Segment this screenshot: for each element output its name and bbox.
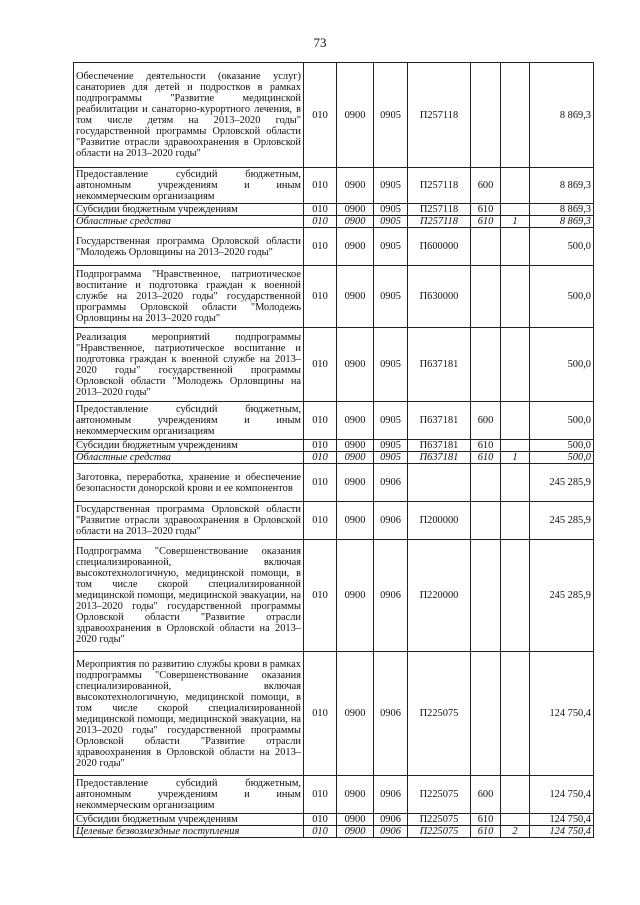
table-row [74, 204, 594, 216]
table-row [74, 826, 594, 838]
admin-code: 010 [304, 540, 337, 652]
subsection-code: 0905 [374, 440, 408, 452]
subsection-code: 0906 [374, 826, 408, 838]
admin-code: 010 [304, 502, 337, 540]
table-row [74, 266, 594, 328]
target-article-code: П220000 [408, 540, 471, 652]
expense-type-code: 610 [471, 204, 501, 216]
table-row [74, 452, 594, 464]
section-code: 0900 [337, 464, 374, 502]
table-row [74, 328, 594, 402]
section-code: 0900 [337, 652, 374, 776]
row-name: Государственная программа Орловской области "Развитие отрасли здравоохранения в Орловской области на 2013–2020 годы" [74, 502, 304, 540]
subsection-code: 0905 [374, 63, 408, 168]
expense-type-code [471, 228, 501, 266]
target-article-code: П630000 [408, 266, 471, 328]
expense-type-code [471, 464, 501, 502]
table-row [74, 168, 594, 204]
amount: 8 869,3 [530, 168, 594, 204]
admin-code: 010 [304, 464, 337, 502]
admin-code: 010 [304, 652, 337, 776]
target-article-code: П225075 [408, 776, 471, 814]
expense-type-code: 610 [471, 216, 501, 228]
amount: 124 750,4 [530, 814, 594, 826]
amount: 500,0 [530, 452, 594, 464]
row-name: Предоставление субсидий бюджетным, автономным учреждениям и иным некоммерческим организациям [74, 168, 304, 204]
row-name: Мероприятия по развитию службы крови в рамках подпрограммы "Совершенствование оказания специализированной, включая высокотехнологичную, медицинской помощи, в том числе скорой специализированной медицинской помощи, медицинской эвакуации, на 2013–2020 годы" государственной программы Орловской области "Развитие отрасли здравоохранения в Орловской области на 2013–2020 годы" [74, 652, 304, 776]
subsection-code: 0905 [374, 266, 408, 328]
subsection-code: 0906 [374, 776, 408, 814]
page-number: 73 [313, 35, 327, 50]
amount: 124 750,4 [530, 776, 594, 814]
subsection-code: 0906 [374, 652, 408, 776]
source-code [501, 168, 530, 204]
admin-code: 010 [304, 402, 337, 440]
expense-type-code [471, 502, 501, 540]
subsection-code: 0905 [374, 216, 408, 228]
target-article-code: П257118 [408, 204, 471, 216]
section-code: 0900 [337, 502, 374, 540]
section-code: 0900 [337, 452, 374, 464]
table-row [74, 440, 594, 452]
admin-code: 010 [304, 452, 337, 464]
row-name: Обеспечение деятельности (оказание услуг) санаториев для детей и подростков в рамках подпрограммы "Развитие медицинской реабилитации и санаторно-курортного лечения, в том числе детям на 2013–2020 годы" государственной программы Орловской области "Развитие отрасли здравоохранения в Орловской области на 2013–2020 годы" [74, 63, 304, 168]
expense-type-code: 610 [471, 452, 501, 464]
section-code: 0900 [337, 440, 374, 452]
admin-code: 010 [304, 204, 337, 216]
source-code [501, 440, 530, 452]
subsection-code: 0905 [374, 402, 408, 440]
source-code: 2 [501, 826, 530, 838]
row-name: Субсидии бюджетным учреждениям [74, 440, 304, 452]
section-code: 0900 [337, 328, 374, 402]
amount: 8 869,3 [530, 204, 594, 216]
row-name: Целевые безвозмездные поступления [74, 826, 304, 838]
table-row [74, 814, 594, 826]
source-code [501, 204, 530, 216]
section-code: 0900 [337, 216, 374, 228]
expense-type-code: 600 [471, 168, 501, 204]
source-code [501, 814, 530, 826]
section-code: 0900 [337, 540, 374, 652]
row-name: Субсидии бюджетным учреждениям [74, 814, 304, 826]
admin-code: 010 [304, 328, 337, 402]
expense-type-code: 610 [471, 814, 501, 826]
target-article-code: П225075 [408, 814, 471, 826]
source-code [501, 228, 530, 266]
subsection-code: 0906 [374, 464, 408, 502]
admin-code: 010 [304, 266, 337, 328]
table-row [74, 540, 594, 652]
table-row [74, 216, 594, 228]
subsection-code: 0906 [374, 540, 408, 652]
row-name: Предоставление субсидий бюджетным, автономным учреждениям и иным некоммерческим организациям [74, 402, 304, 440]
section-code: 0900 [337, 266, 374, 328]
admin-code: 010 [304, 168, 337, 204]
amount: 500,0 [530, 228, 594, 266]
target-article-code: П200000 [408, 502, 471, 540]
row-name: Реализация мероприятий подпрограммы "Нравственное, патриотическое воспитание и подготовка граждан к военной службе на 2013–2020 годы" государственной программы Орловской области "Молодежь Орловщины на 2013–2020 годы" [74, 328, 304, 402]
target-article-code: П637181 [408, 452, 471, 464]
amount: 500,0 [530, 402, 594, 440]
expense-type-code: 610 [471, 440, 501, 452]
section-code: 0900 [337, 776, 374, 814]
amount: 245 285,9 [530, 464, 594, 502]
expense-type-code [471, 328, 501, 402]
subsection-code: 0905 [374, 452, 408, 464]
row-name: Заготовка, переработка, хранение и обеспечение безопасности донорской крови и ее компонентов [74, 464, 304, 502]
target-article-code: П637181 [408, 328, 471, 402]
target-article-code: П257118 [408, 168, 471, 204]
target-article-code: П225075 [408, 826, 471, 838]
target-article-code: П637181 [408, 440, 471, 452]
target-article-code: П225075 [408, 652, 471, 776]
section-code: 0900 [337, 204, 374, 216]
admin-code: 010 [304, 440, 337, 452]
section-code: 0900 [337, 826, 374, 838]
amount: 124 750,4 [530, 652, 594, 776]
target-article-code [408, 464, 471, 502]
admin-code: 010 [304, 63, 337, 168]
source-code: 1 [501, 216, 530, 228]
expense-type-code [471, 63, 501, 168]
amount: 500,0 [530, 266, 594, 328]
target-article-code: П257118 [408, 216, 471, 228]
target-article-code: П637181 [408, 402, 471, 440]
section-code: 0900 [337, 814, 374, 826]
row-name: Областные средства [74, 216, 304, 228]
amount: 8 869,3 [530, 216, 594, 228]
budget-table [73, 62, 594, 838]
section-code: 0900 [337, 402, 374, 440]
admin-code: 010 [304, 826, 337, 838]
section-code: 0900 [337, 63, 374, 168]
source-code [501, 652, 530, 776]
table-row [74, 464, 594, 502]
expense-type-code [471, 266, 501, 328]
subsection-code: 0905 [374, 204, 408, 216]
section-code: 0900 [337, 228, 374, 266]
admin-code: 010 [304, 814, 337, 826]
amount: 245 285,9 [530, 540, 594, 652]
table-row [74, 776, 594, 814]
expense-type-code [471, 652, 501, 776]
table-row [74, 652, 594, 776]
row-name: Подпрограмма "Совершенствование оказания специализированной, включая высокотехнологичную, медицинской помощи, в том числе скорой специализированной медицинской помощи, медицинской эвакуации, на 2013–2020 годы" государственной программы Орловской области "Развитие отрасли здравоохранения в Орловской области на 2013–2020 годы" [74, 540, 304, 652]
expense-type-code: 610 [471, 826, 501, 838]
subsection-code: 0905 [374, 168, 408, 204]
source-code [501, 63, 530, 168]
expense-type-code [471, 540, 501, 652]
row-name: Областные средства [74, 452, 304, 464]
source-code [501, 540, 530, 652]
section-code: 0900 [337, 168, 374, 204]
admin-code: 010 [304, 228, 337, 266]
row-name: Субсидии бюджетным учреждениям [74, 204, 304, 216]
source-code [501, 776, 530, 814]
subsection-code: 0906 [374, 814, 408, 826]
source-code [501, 502, 530, 540]
table-row [74, 502, 594, 540]
amount: 500,0 [530, 328, 594, 402]
subsection-code: 0906 [374, 502, 408, 540]
subsection-code: 0905 [374, 228, 408, 266]
table-row [74, 63, 594, 168]
source-code [501, 464, 530, 502]
source-code [501, 328, 530, 402]
row-name: Государственная программа Орловской области "Молодежь Орловщины на 2013–2020 годы" [74, 228, 304, 266]
admin-code: 010 [304, 216, 337, 228]
amount: 124 750,4 [530, 826, 594, 838]
row-name: Предоставление субсидий бюджетным, автономным учреждениям и иным некоммерческим организациям [74, 776, 304, 814]
target-article-code: П257118 [408, 63, 471, 168]
row-name: Подпрограмма "Нравственное, патриотическое воспитание и подготовка граждан к военной службе на 2013–2020 годы" государственной программы Орловской области "Молодежь Орловщины на 2013–2020 годы" [74, 266, 304, 328]
expense-type-code: 600 [471, 402, 501, 440]
subsection-code: 0905 [374, 328, 408, 402]
source-code [501, 402, 530, 440]
source-code [501, 266, 530, 328]
amount: 245 285,9 [530, 502, 594, 540]
table-row [74, 228, 594, 266]
table-row [74, 402, 594, 440]
source-code: 1 [501, 452, 530, 464]
target-article-code: П600000 [408, 228, 471, 266]
amount: 8 869,3 [530, 63, 594, 168]
expense-type-code: 600 [471, 776, 501, 814]
admin-code: 010 [304, 776, 337, 814]
amount: 500,0 [530, 440, 594, 452]
